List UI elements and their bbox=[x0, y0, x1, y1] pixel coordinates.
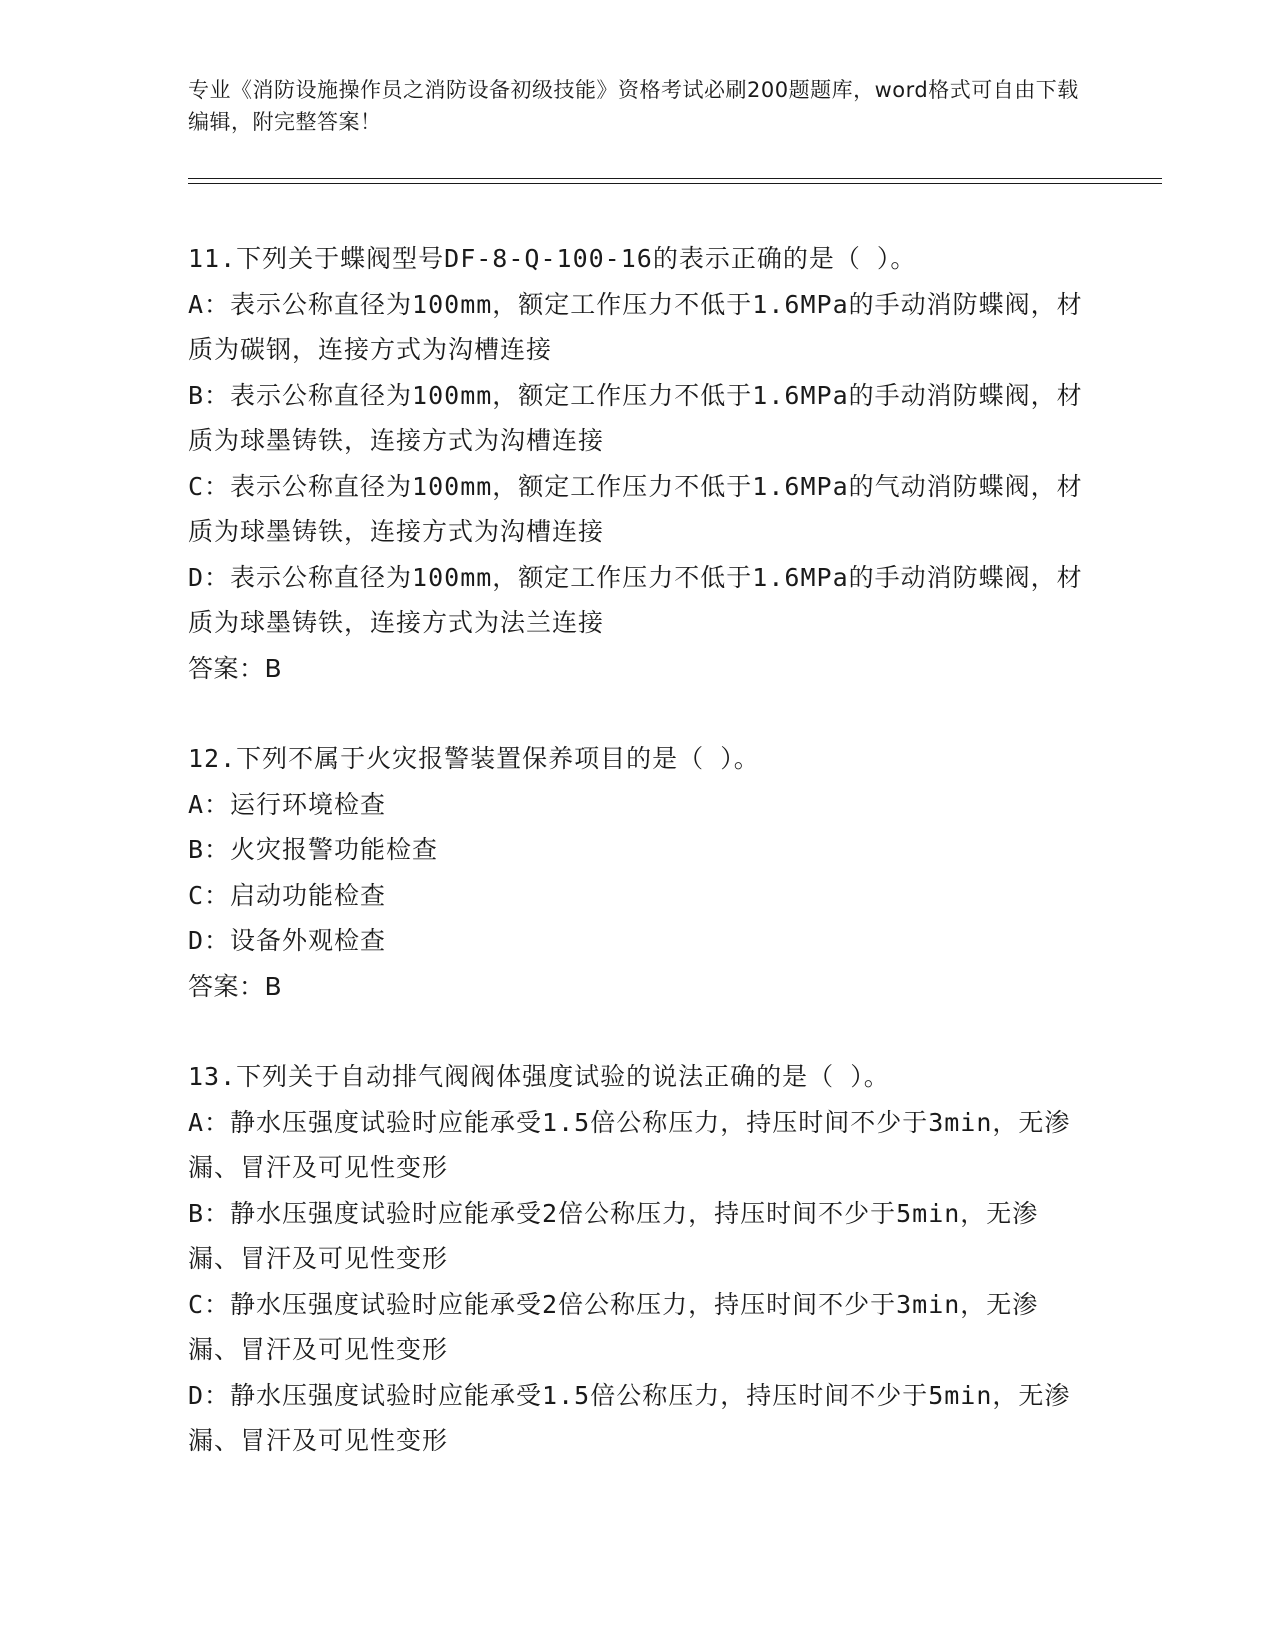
answer: 答案：B bbox=[188, 971, 283, 1001]
question-stem: 13.下列关于自动排气阀阀体强度试验的说法正确的是（ ）。 bbox=[188, 1062, 890, 1091]
option-d: D：表示公称直径为100mm，额定工作压力不低于1.6MPa的手动消防蝶阀，材质为球墨铸铁，连接方式为法兰连接 bbox=[188, 562, 1083, 637]
question-11 bbox=[188, 236, 1088, 691]
question-13 bbox=[188, 1054, 1088, 1464]
document-header: 专业《消防设施操作员之消防设备初级技能》资格考试必刷200题题库，word格式可自由下载编辑，附完整答案！ bbox=[188, 78, 1079, 134]
answer: 答案：B bbox=[188, 653, 283, 683]
header-rule-top bbox=[188, 178, 1162, 179]
option-a: A：运行环境检查 bbox=[188, 789, 387, 819]
question-list bbox=[188, 236, 1088, 1464]
option-b: B：表示公称直径为100mm，额定工作压力不低于1.6MPa的手动消防蝶阀，材质为球墨铸铁，连接方式为沟槽连接 bbox=[188, 380, 1083, 455]
question-stem: 11.下列关于蝶阀型号DF-8-Q-100-16的表示正确的是（ ）。 bbox=[188, 244, 917, 273]
question-stem: 12.下列不属于火灾报警装置保养项目的是（ ）。 bbox=[188, 744, 760, 773]
option-c: C：静水压强度试验时应能承受2倍公称压力，持压时间不少于3min，无渗漏、冒汗及可见性变形 bbox=[188, 1289, 1039, 1364]
option-b: B：火灾报警功能检查 bbox=[188, 835, 439, 864]
header-rule-bottom bbox=[188, 183, 1162, 184]
option-a: A：静水压强度试验时应能承受1.5倍公称压力，持压时间不少于3min，无渗漏、冒汗及可见性变形 bbox=[188, 1107, 1071, 1182]
question-12 bbox=[188, 736, 1088, 1009]
option-d: D：设备外观检查 bbox=[188, 926, 387, 955]
option-c: C：启动功能检查 bbox=[188, 880, 387, 910]
option-c: C：表示公称直径为100mm，额定工作压力不低于1.6MPa的气动消防蝶阀，材质为球墨铸铁，连接方式为沟槽连接 bbox=[188, 471, 1083, 546]
option-b: B：静水压强度试验时应能承受2倍公称压力，持压时间不少于5min，无渗漏、冒汗及可见性变形 bbox=[188, 1198, 1039, 1273]
option-d: D：静水压强度试验时应能承受1.5倍公称压力，持压时间不少于5min，无渗漏、冒汗及可见性变形 bbox=[188, 1380, 1071, 1455]
option-a: A：表示公称直径为100mm，额定工作压力不低于1.6MPa的手动消防蝶阀，材质为碳钢，连接方式为沟槽连接 bbox=[188, 289, 1083, 364]
